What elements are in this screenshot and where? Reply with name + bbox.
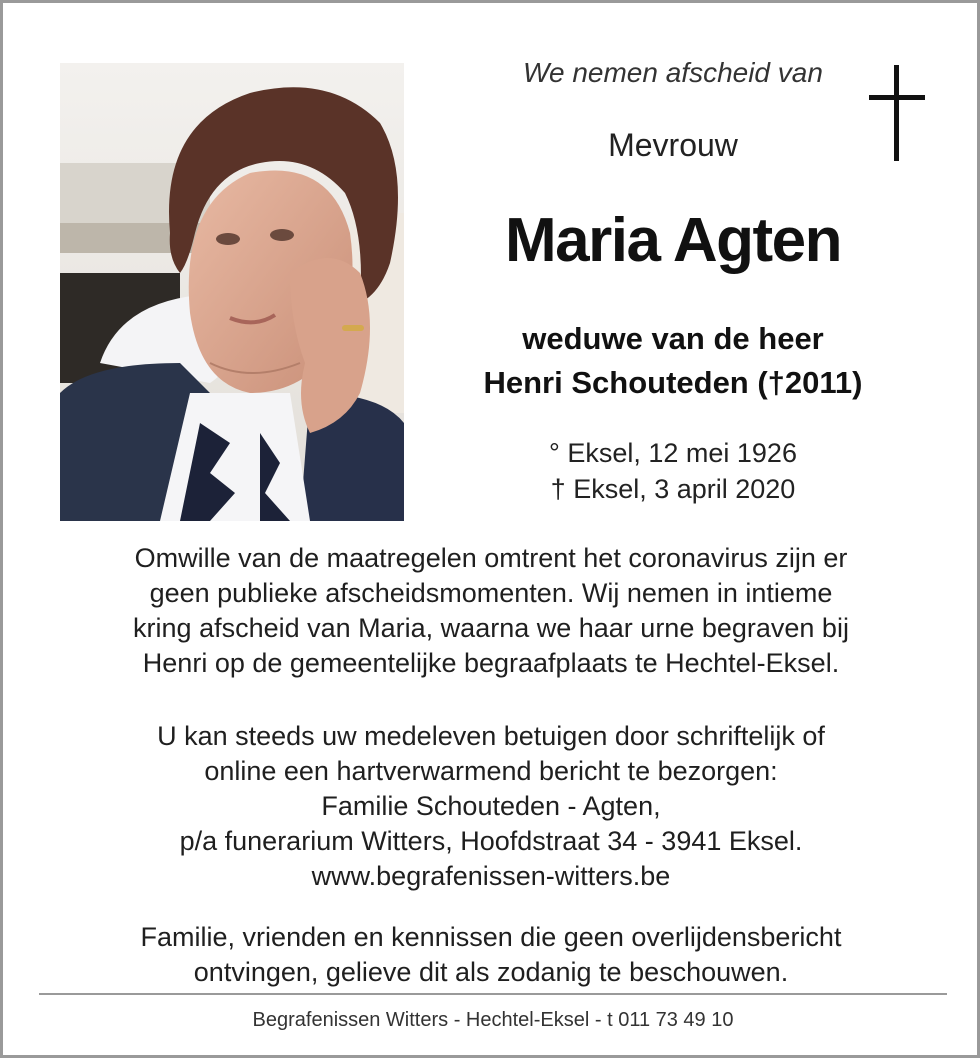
widow-of (443, 317, 903, 405)
footer-divider (39, 993, 947, 995)
text-line: ontvingen, gelieve dit als zodanig te beschouwen. (193, 957, 789, 987)
funeral-home-address: p/a funerarium Witters, Hoofdstraat 34 - 3941 Eksel. (179, 826, 803, 856)
website-link[interactable]: www.begrafenissen-witters.be (311, 861, 671, 891)
text-line: geen publieke afscheidsmomenten. Wij nemen in intieme (149, 578, 833, 608)
paragraph-condolences (43, 719, 939, 894)
spouse-name-line: Henri Schouteden (†2011) (483, 365, 863, 400)
deceased-name: Maria Agten (504, 206, 842, 275)
portrait-photo (60, 63, 404, 521)
portrait-illustration (60, 63, 404, 521)
salutation: Mevrouw (608, 127, 738, 163)
text-line: Omwille van de maatregelen omtrent het coronavirus zijn er (134, 543, 848, 573)
text-line: Henri op de gemeentelijke begraafplaats te Hechtel-Eksel. (142, 648, 840, 678)
death-date: † Eksel, 3 april 2020 (550, 474, 796, 504)
birth-date: ° Eksel, 12 mei 1926 (549, 438, 797, 468)
paragraph-notice (43, 920, 939, 990)
paragraph-corona (43, 541, 939, 681)
widow-line: weduwe van de heer (522, 321, 824, 356)
text-line: Familie, vrienden en kennissen die geen overlijdensbericht (140, 922, 842, 952)
footer-funeral-home: Begrafenissen Witters - Hechtel-Eksel - t 011 73 49 10 (252, 1009, 734, 1031)
text-line: kring afscheid van Maria, waarna we haar urne begraven bij (133, 613, 849, 643)
family-name: Familie Schouteden - Agten, (321, 791, 661, 821)
intro-text: We nemen afscheid van (523, 57, 823, 88)
text-line: online een hartverwarmend bericht te bezorgen: (204, 756, 778, 786)
text-line: U kan steeds uw medeleven betuigen door schriftelijk of (157, 721, 825, 751)
life-dates (443, 435, 903, 507)
